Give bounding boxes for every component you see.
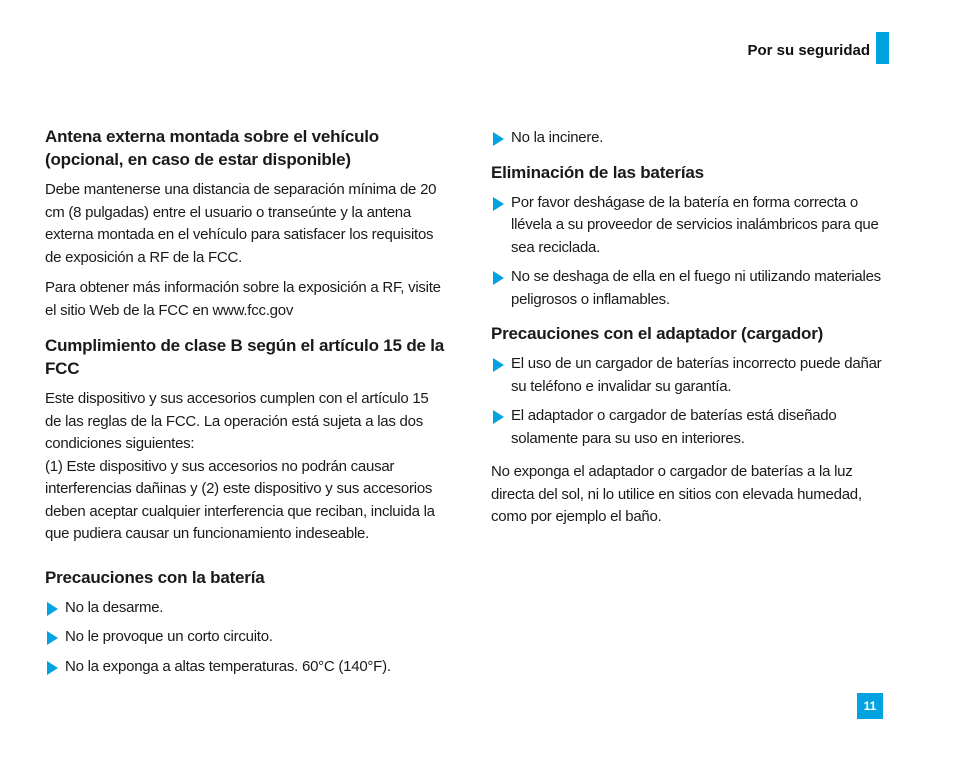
bullet-text: No la exponga a altas temperaturas. 60°C (140°F).	[65, 657, 391, 675]
antenna-paragraph-2: Para obtener más información sobre la exposición a RF, visite el sitio Web de la FCC en www.fcc.gov	[45, 279, 441, 319]
bullet-text: No le provoque un corto circuito.	[65, 628, 273, 645]
fcc-paragraph-2: (1) Este dispositivo y sus accesorios no podrán causar interferencias dañinas y (2) este dispositivo y sus accesorios deben aceptar cualquier interferencia que reciban, incluida la que pudiera causar un funcionamiento indeseable.	[45, 457, 435, 542]
bullet-text: No la incinere.	[511, 129, 604, 146]
bullet-arrow-icon	[493, 132, 504, 146]
fcc-paragraph-1: Este dispositivo y sus accesorios cumplen con el artículo 15 de las reglas de la FCC. La operación está sujeta a las dos condiciones siguientes:	[45, 390, 429, 452]
list-item	[491, 353, 891, 398]
list-item	[45, 597, 445, 620]
list-item	[45, 626, 445, 649]
right-column	[491, 127, 891, 537]
bullet-arrow-icon	[493, 271, 504, 285]
list-item	[45, 656, 445, 679]
page-number-badge: 11	[857, 693, 883, 719]
bullet-arrow-icon	[47, 661, 58, 675]
page-header-title: Por su seguridad	[747, 42, 870, 59]
left-column	[45, 125, 445, 685]
bullet-text: No se deshaga de ella en el fuego ni utilizando materiales peligrosos o inflamables.	[511, 268, 881, 308]
bullet-arrow-icon	[493, 358, 504, 372]
bullet-text: El adaptador o cargador de baterías está diseñado solamente para su uso en interiores.	[511, 407, 837, 447]
bullet-arrow-icon	[47, 631, 58, 645]
section-title-fcc-class-b: Cumplimiento de clase B según el artículo 15 de la FCC	[45, 336, 445, 378]
section-title-battery-disposal: Eliminación de las baterías	[491, 162, 704, 182]
list-item	[491, 127, 891, 150]
section-title-antenna: Antena externa montada sobre el vehículo (opcional, en caso de estar disponible)	[45, 127, 379, 169]
section-title-battery: Precauciones con la batería	[45, 567, 265, 587]
bullet-arrow-icon	[47, 602, 58, 616]
list-item	[491, 192, 891, 260]
list-item	[491, 266, 891, 311]
bullet-text: No la desarme.	[65, 598, 164, 616]
list-item	[491, 405, 891, 450]
section-title-adapter: Precauciones con el adaptador (cargador)	[491, 324, 824, 343]
adapter-paragraph: No exponga el adaptador o cargador de baterías a la luz directa del sol, ni lo utilice en sitios con elevada humedad, como por ejemplo el baño.	[491, 463, 862, 525]
bullet-text: El uso de un cargador de baterías incorrecto puede dañar su teléfono e invalidar su garantía.	[511, 355, 882, 395]
bullet-arrow-icon	[493, 197, 504, 211]
header-accent-bar	[876, 32, 889, 64]
bullet-arrow-icon	[493, 410, 504, 424]
antenna-paragraph-1: Debe mantenerse una distancia de separación mínima de 20 cm (8 pulgadas) entre el usuario o transeúnte y la antena externa montada en el vehículo para satisfacer los requisitos de exposición a RF de la FCC.	[45, 181, 437, 266]
bullet-text: Por favor deshágase de la batería en forma correcta o llévela a su proveedor de servicios inalámbricos para que sea reciclada.	[511, 193, 879, 256]
